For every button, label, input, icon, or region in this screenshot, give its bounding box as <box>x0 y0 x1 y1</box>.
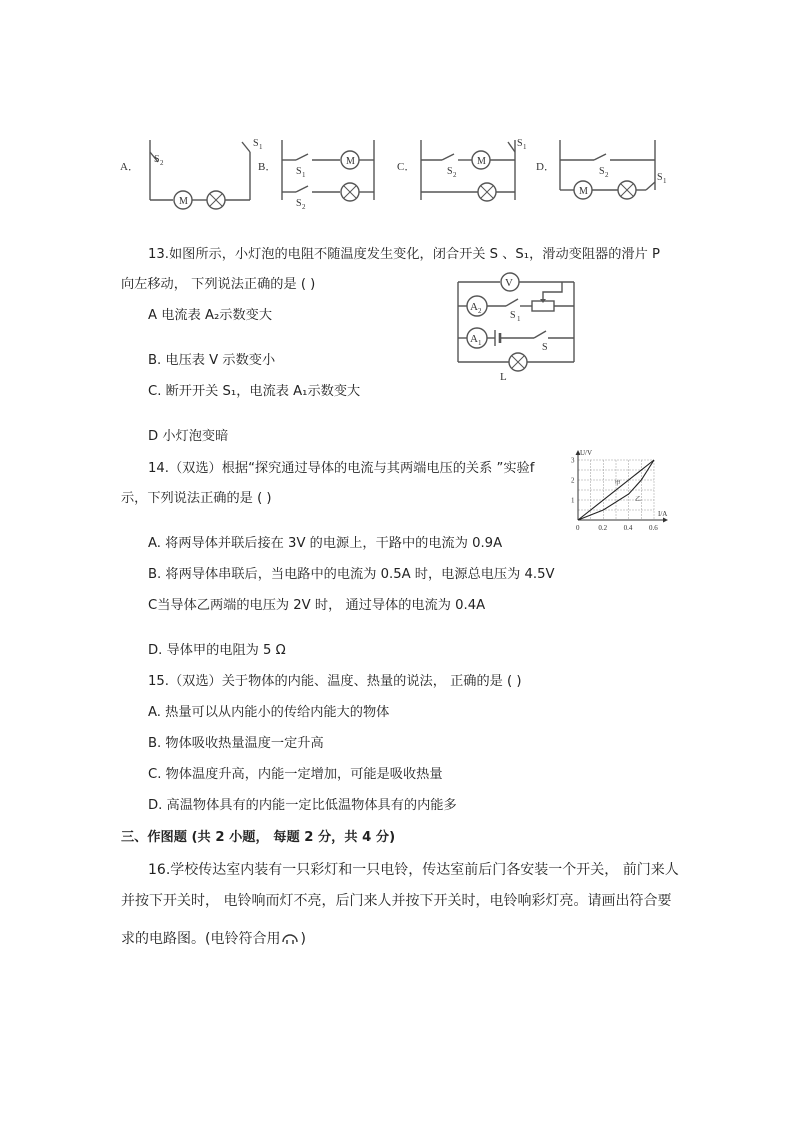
x-tick-label: 0.2 <box>598 524 608 532</box>
q16-line2: 并按下开关时， 电铃响而灯不亮，后门来人并按下开关时，电铃响彩灯亮。请画出符合要 <box>121 893 672 909</box>
svg-text:1: 1 <box>478 339 482 347</box>
q13-option-c: C. 断开开关 S₁，电流表 A₁示数变大 <box>148 384 361 399</box>
svg-text:S: S <box>296 198 302 209</box>
svg-text:2: 2 <box>453 171 457 179</box>
q13-circuit-diagram <box>450 268 585 384</box>
x-tick-label: 0.6 <box>649 524 658 532</box>
svg-text:S: S <box>296 166 302 177</box>
svg-text:A: A <box>470 301 478 313</box>
y-tick-label: 3 <box>571 456 575 465</box>
y-tick-label: 1 <box>571 496 575 505</box>
option-a-label: A． <box>120 161 139 173</box>
svg-text:1: 1 <box>302 171 306 179</box>
q13-option-d: D 小灯泡变暗 <box>148 429 229 444</box>
svg-text:B．: B． <box>258 161 277 173</box>
y-tick-label: 2 <box>571 476 575 485</box>
svg-text:A: A <box>470 333 478 345</box>
x-tick-label: 0.4 <box>623 524 633 532</box>
q14-option-a: A. 将两导体并联后接在 3V 的电源上，干路中的电流为 0.9A <box>148 536 503 551</box>
svg-text:V: V <box>505 277 513 289</box>
q14-option-d: D. 导体甲的电阻为 5 Ω <box>148 643 286 658</box>
svg-text:M: M <box>179 196 188 207</box>
q13-stem-line2: 向左移动， 下列说法正确的是 ( ) <box>121 277 316 292</box>
series-label-jia: 甲 <box>614 481 621 487</box>
q16-line1: 16.学校传达室内装有一只彩灯和一只电铃，传达室前后门各安装一个开关， 前门来人 <box>148 862 679 878</box>
bell-icon <box>280 929 300 945</box>
circuit-option-a <box>120 138 263 209</box>
svg-text:S: S <box>517 138 523 149</box>
svg-text:1: 1 <box>663 177 667 185</box>
q16-line3 <box>121 929 306 948</box>
q13-stem-line1: 13.如图所示，小灯泡的电阻不随温度发生变化，闭合开关 S 、S₁，滑动变阻器的滑片 P <box>148 247 660 262</box>
svg-text:S: S <box>447 166 453 177</box>
svg-text:2: 2 <box>160 159 164 167</box>
svg-text:2: 2 <box>302 203 306 211</box>
svg-text:2: 2 <box>605 171 609 179</box>
svg-text:M: M <box>579 186 588 197</box>
q15-option-b: B. 物体吸收热量温度一定升高 <box>148 736 324 751</box>
section3-heading: 三、作图题 (共 2 小题， 每题 2 分，共 4 分) <box>121 830 396 845</box>
svg-text:S: S <box>599 166 605 177</box>
svg-text:C．: C． <box>397 161 416 173</box>
q13-option-b: B. 电压表 V 示数变小 <box>148 353 276 368</box>
x-axis-arrow <box>663 518 668 523</box>
svg-text:2: 2 <box>478 307 482 315</box>
q14-option-c: C当导体乙两端的电压为 2V 时， 通过导体的电流为 0.4A <box>148 598 486 613</box>
q15-stem: 15.（双选）关于物体的内能、温度、热量的说法， 正确的是 ( ) <box>148 674 522 689</box>
circuit-option-d <box>536 140 667 199</box>
svg-text:1: 1 <box>259 143 263 151</box>
q16-line3-text: 求的电路图。(电铃符合用 <box>121 931 281 947</box>
y-axis-label: U/V <box>580 449 593 457</box>
circuit-option-b <box>258 140 374 211</box>
q14-stem-line2: 示，下列说法正确的是 ( ) <box>121 491 272 506</box>
svg-text:S: S <box>657 172 663 183</box>
circuit-option-c <box>397 138 527 201</box>
svg-text:1: 1 <box>523 143 527 151</box>
q14-ui-graph <box>562 446 674 538</box>
svg-text:L: L <box>500 371 507 383</box>
q14-stem-line1: 14.（双选）根据“探究通过导体的电流与其两端电压的关系 ”实验f <box>148 461 535 476</box>
q15-option-c: C. 物体温度升高，内能一定增加，可能是吸收热量 <box>148 767 443 782</box>
svg-text:M: M <box>346 156 355 167</box>
svg-text:S: S <box>542 342 548 353</box>
svg-text:S: S <box>510 310 516 321</box>
svg-text:S: S <box>154 154 160 165</box>
q15-option-a: A. 热量可以从内能小的传给内能大的物体 <box>148 705 390 720</box>
series-label-yi: 乙 <box>635 497 642 503</box>
svg-text:1: 1 <box>517 315 521 323</box>
x-tick-label: 0 <box>576 524 580 532</box>
q13-option-a: A 电流表 A₂示数变大 <box>148 308 273 323</box>
svg-text:S: S <box>253 138 259 149</box>
q14-option-b: B. 将两导体串联后，当电路中的电流为 0.5A 时，电源总电压为 4.5V <box>148 567 555 582</box>
svg-text:D．: D． <box>536 161 555 173</box>
circuit-options-diagram <box>110 130 690 220</box>
x-axis-label: I/A <box>658 510 668 518</box>
q15-option-d: D. 高温物体具有的内能一定比低温物体具有的内能多 <box>148 798 457 813</box>
q16-line3-end: ) <box>300 931 306 947</box>
svg-text:M: M <box>477 156 486 167</box>
